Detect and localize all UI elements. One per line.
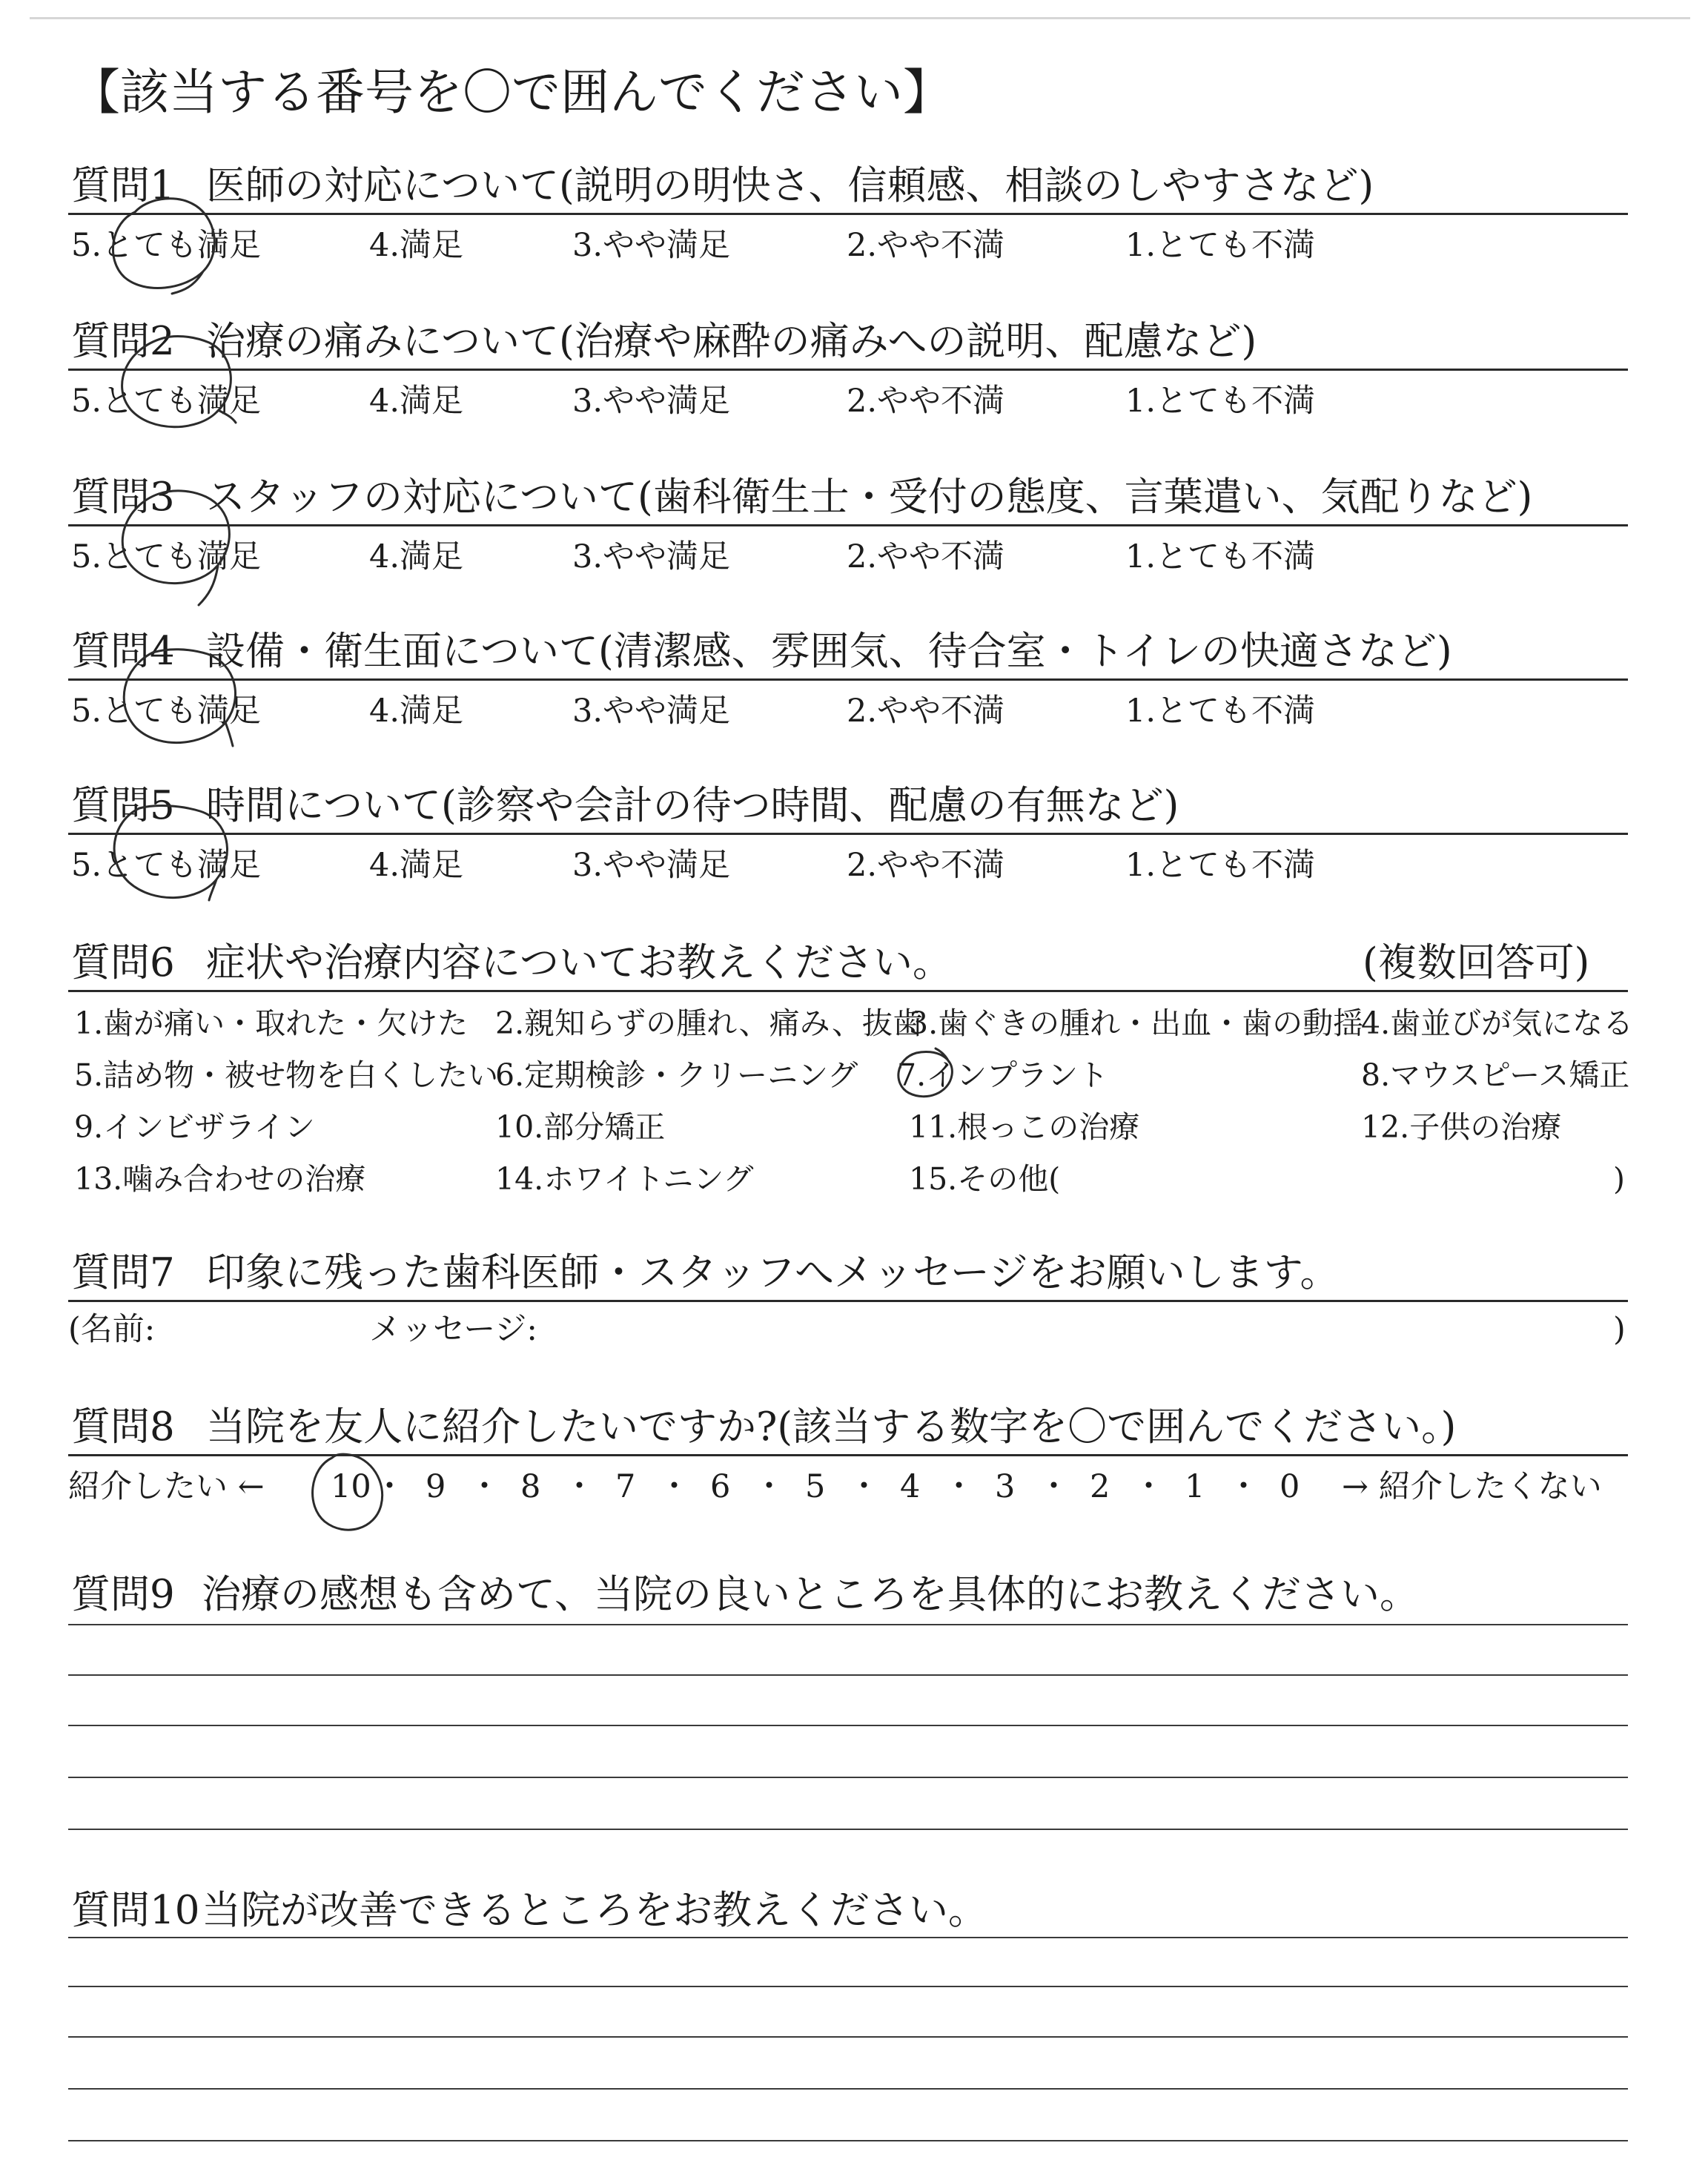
- q10-label: 質問10: [71, 1888, 200, 1933]
- q6-option-14[interactable]: 14.ホワイトニング: [495, 1161, 754, 1197]
- q8-scale-value-5[interactable]: 5: [805, 1468, 826, 1505]
- q8-scale-value-10[interactable]: 10: [331, 1468, 371, 1505]
- q2-text: 治療の痛みについて(治療や麻酔の痛みへの説明、配慮など): [206, 319, 1257, 364]
- q4-rule: [68, 678, 1628, 681]
- q8-scale-separator: ・: [563, 1468, 595, 1505]
- q2-option-1[interactable]: 1.とても不満: [1125, 383, 1316, 420]
- q6-label: 質問6: [71, 940, 175, 985]
- q10-text: 当院が改善できるところをお教えください。: [202, 1888, 987, 1933]
- q6-option-10[interactable]: 10.部分矯正: [495, 1109, 666, 1145]
- q6-option-15[interactable]: 15.その他(: [909, 1161, 1061, 1197]
- q6-option-1[interactable]: 1.歯が痛い・取れた・欠けた: [74, 1005, 469, 1041]
- q8-scale-value-3[interactable]: 3: [995, 1468, 1016, 1505]
- q3-text: スタッフの対応について(歯科衛生士・受付の態度、言葉遣い、気配りなど): [206, 475, 1533, 520]
- q8-left-label: 紹介したい ←: [68, 1468, 265, 1505]
- q6-other-close-paren: ): [1613, 1161, 1625, 1197]
- q6-option-4[interactable]: 4.歯並びが気になる: [1361, 1005, 1634, 1041]
- q8-scale-separator: ・: [658, 1468, 690, 1505]
- q3-rule: [68, 524, 1628, 526]
- q6-option-3[interactable]: 3.歯ぐきの腫れ・出血・歯の動揺: [909, 1005, 1364, 1041]
- q10-answer-line[interactable]: [68, 2036, 1628, 2038]
- q3-option-5[interactable]: 5.とても満足: [71, 538, 262, 575]
- q10-answer-line[interactable]: [68, 1937, 1628, 1938]
- q1-option-1[interactable]: 1.とても不満: [1125, 227, 1316, 264]
- q9-answer-line[interactable]: [68, 1829, 1628, 1830]
- q8-scale-separator: ・: [374, 1468, 406, 1505]
- q6-option-9[interactable]: 9.インビザライン: [74, 1109, 315, 1145]
- q6-option-6[interactable]: 6.定期検診・クリーニング: [495, 1057, 858, 1093]
- q8-scale-separator: ・: [753, 1468, 785, 1505]
- q8-text: 当院を友人に紹介したいですか?(該当する数字を〇で囲んでください。): [206, 1404, 1457, 1450]
- q1-rule: [68, 213, 1628, 215]
- q5-label: 質問5: [71, 783, 175, 828]
- q2-option-4[interactable]: 4.満足: [369, 383, 464, 420]
- q2-option-5[interactable]: 5.とても満足: [71, 383, 262, 420]
- q1-option-5[interactable]: 5.とても満足: [71, 227, 262, 264]
- q7-close-paren: ): [1613, 1311, 1626, 1348]
- q3-option-1[interactable]: 1.とても不満: [1125, 538, 1316, 575]
- q8-scale-value-6[interactable]: 6: [710, 1468, 731, 1505]
- q6-rule: [68, 990, 1628, 992]
- q9-answer-line[interactable]: [68, 1674, 1628, 1676]
- q8-scale-separator: ・: [1038, 1468, 1070, 1505]
- q1-text: 医師の対応について(説明の明快さ、信頼感、相談のしやすさなど): [206, 163, 1374, 208]
- q4-option-2[interactable]: 2.やや不満: [847, 693, 1005, 730]
- q8-scale-value-7[interactable]: 7: [615, 1468, 636, 1505]
- q5-rule: [68, 833, 1628, 835]
- q8-label: 質問8: [71, 1404, 175, 1450]
- q4-option-4[interactable]: 4.満足: [369, 693, 464, 730]
- q8-scale-value-8[interactable]: 8: [520, 1468, 541, 1505]
- q8-scale-value-9[interactable]: 9: [426, 1468, 446, 1505]
- q6-option-13[interactable]: 13.噛み合わせの治療: [74, 1161, 366, 1197]
- q9-answer-line[interactable]: [68, 1777, 1628, 1778]
- q2-option-3[interactable]: 3.やや満足: [572, 383, 731, 420]
- form-title: 【該当する番号を〇で囲んでください】: [71, 64, 952, 121]
- q9-label: 質問9: [71, 1572, 175, 1617]
- q8-scale-separator: ・: [1133, 1468, 1165, 1505]
- q2-option-2[interactable]: 2.やや不満: [847, 383, 1005, 420]
- q6-note: (複数回答可): [1363, 940, 1590, 985]
- q8-scale-separator: ・: [469, 1468, 500, 1505]
- q1-option-4[interactable]: 4.満足: [369, 227, 464, 264]
- q4-label: 質問4: [71, 629, 175, 674]
- q5-option-4[interactable]: 4.満足: [369, 847, 464, 884]
- q5-option-1[interactable]: 1.とても不満: [1125, 847, 1316, 884]
- q5-text: 時間について(診察や会計の待つ時間、配慮の有無など): [206, 783, 1179, 828]
- q10-answer-line[interactable]: [68, 2140, 1628, 2141]
- q8-right-label: → 紹介したくない: [1342, 1468, 1602, 1505]
- q3-option-4[interactable]: 4.満足: [369, 538, 464, 575]
- q3-label: 質問3: [71, 475, 175, 520]
- q8-scale-value-0[interactable]: 0: [1280, 1468, 1300, 1505]
- q3-option-3[interactable]: 3.やや満足: [572, 538, 731, 575]
- q6-option-5[interactable]: 5.詰め物・被せ物を白くしたい: [74, 1057, 499, 1093]
- q8-scale-value-2[interactable]: 2: [1090, 1468, 1110, 1505]
- q4-option-3[interactable]: 3.やや満足: [572, 693, 731, 730]
- q9-answer-line[interactable]: [68, 1624, 1628, 1625]
- q6-option-7[interactable]: 7.インプラント: [897, 1057, 1109, 1093]
- q6-text: 症状や治療内容についてお教えください。: [206, 940, 952, 985]
- q7-rule: [68, 1300, 1628, 1302]
- q8-scale-value-1[interactable]: 1: [1185, 1468, 1205, 1505]
- q6-option-12[interactable]: 12.子供の治療: [1361, 1109, 1562, 1145]
- q5-option-5[interactable]: 5.とても満足: [71, 847, 262, 884]
- q2-rule: [68, 369, 1628, 371]
- q7-message-label: メッセージ:: [369, 1311, 537, 1348]
- q8-scale-separator: ・: [1228, 1468, 1260, 1505]
- q4-option-5[interactable]: 5.とても満足: [71, 693, 262, 730]
- q9-text: 治療の感想も含めて、当院の良いところを具体的にお教えください。: [202, 1572, 1419, 1617]
- q9-answer-line[interactable]: [68, 1725, 1628, 1726]
- q7-name-label: (名前:: [68, 1311, 156, 1348]
- q5-option-2[interactable]: 2.やや不満: [847, 847, 1005, 884]
- q4-text: 設備・衛生面について(清潔感、雰囲気、待合室・トイレの快適さなど): [206, 629, 1452, 674]
- q8-scale-separator: ・: [943, 1468, 975, 1505]
- q6-option-2[interactable]: 2.親知らずの腫れ、痛み、抜歯: [495, 1005, 924, 1041]
- q1-option-3[interactable]: 3.やや満足: [572, 227, 731, 264]
- q1-option-2[interactable]: 2.やや不満: [847, 227, 1005, 264]
- page-top-edge: [30, 17, 1690, 19]
- q8-rule: [68, 1454, 1628, 1456]
- q3-option-2[interactable]: 2.やや不満: [847, 538, 1005, 575]
- q1-label: 質問1: [71, 163, 175, 208]
- q6-option-8[interactable]: 8.マウスピース矯正: [1361, 1057, 1630, 1093]
- q2-label: 質問2: [71, 319, 175, 364]
- q4-option-1[interactable]: 1.とても不満: [1125, 693, 1316, 730]
- q8-scale-value-4[interactable]: 4: [900, 1468, 921, 1505]
- q7-text: 印象に残った歯科医師・スタッフへメッセージをお願いします。: [206, 1250, 1340, 1295]
- q8-scale-separator: ・: [848, 1468, 880, 1505]
- q5-option-3[interactable]: 3.やや満足: [572, 847, 731, 884]
- q6-option-11[interactable]: 11.根っこの治療: [909, 1109, 1140, 1145]
- q10-answer-line[interactable]: [68, 2088, 1628, 2090]
- q7-label: 質問7: [71, 1250, 175, 1295]
- q10-answer-line[interactable]: [68, 1986, 1628, 1987]
